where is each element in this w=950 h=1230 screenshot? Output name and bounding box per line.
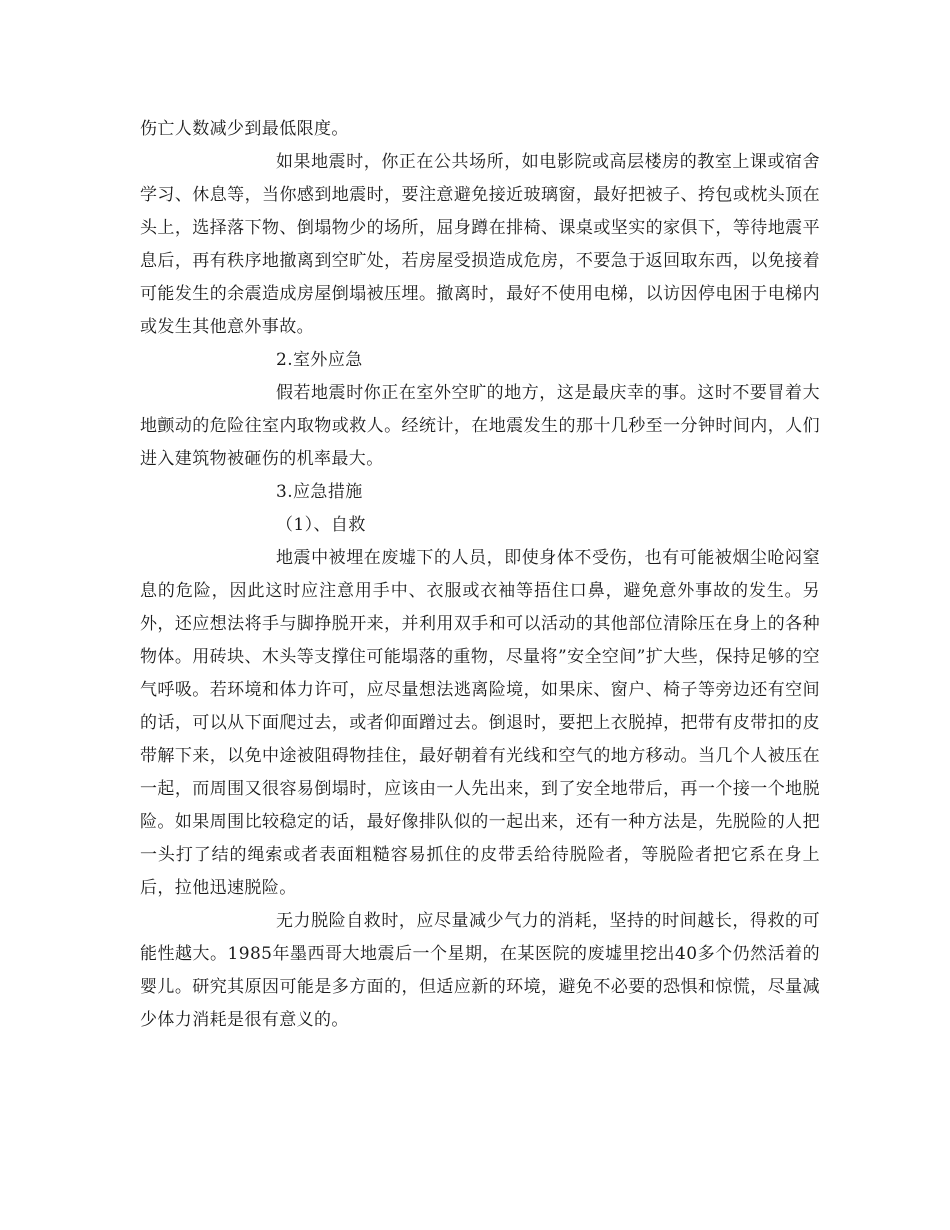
paragraph-conserve-energy: 无力脱险自救时，应尽量减少气力的消耗，坚持的时间越长，得救的可能性越大。1985年墨西哥大地震后一个星期，在某医院的废墟里挖出40多个仍然活着的婴儿。研究其原因可能是多方面的，但适应新的环境，避免不必要的恐惧和惊慌，尽量减少体力消耗是很有意义的。 xyxy=(140,911,820,1030)
section-heading-outdoor: 2.室外应急 xyxy=(276,350,363,370)
section-heading-measures: 3.应急措施 xyxy=(276,482,363,502)
paragraph-continuation: 伤亡人数减少到最低限度。 xyxy=(140,119,349,139)
subsection-heading-self-rescue: （1）、自救 xyxy=(276,515,366,535)
paragraph-public-places: 如果地震时，你正在公共场所，如电影院或高层楼房的教室上课或宿舍学习、休息等，当你感到地震时，要注意避免接近玻璃窗，最好把被子、挎包或枕头顶在头上，选择落下物、倒塌物少的场所，屈身蹲在排椅、课桌或坚实的家俱下，等待地震平息后，再有秩序地撤离到空旷处，若房屋受损造成危房，不要急于返回取东西，以免接着可能发生的余震造成房屋倒塌被压埋。撤离时，最好不使用电梯，以访因停电困于电梯内或发生其他意外事故。 xyxy=(140,152,820,337)
document-body xyxy=(140,113,820,1037)
paragraph-self-rescue: 地震中被埋在废墟下的人员，即使身体不受伤，也有可能被烟尘呛闷窒息的危险，因此这时应注意用手中、衣服或衣袖等捂住口鼻，避免意外事故的发生。另外，还应想法将手与脚挣脱开来，并利用双手和可以活动的其他部位清除压在身上的各种物体。用砖块、木头等支撑住可能塌落的重物，尽量将”安全空间”扩大些，保持足够的空气呼吸。若环境和体力许可，应尽量想法逃离险境，如果床、窗户、椅子等旁边还有空间的话，可以从下面爬过去，或者仰面蹭过去。倒退时，要把上衣脱掉，把带有皮带扣的皮带解下来，以免中途被阻碍物挂住，最好朝着有光线和空气的地方移动。当几个人被压在一起，而周围又很容易倒塌时，应该由一人先出来，到了安全地带后，再一个接一个地脱险。如果周围比较稳定的话，最好像排队似的一起出来，还有一种方法是，先脱险的人把一头打了结的绳索或者表面粗糙容易抓住的皮带丢给待脱险者，等脱险者把它系在身上后，拉他迅速脱险。 xyxy=(140,548,820,898)
paragraph-outdoor: 假若地震时你正在室外空旷的地方，这是最庆幸的事。这时不要冒着大地颤动的危险往室内取物或救人。经统计，在地震发生的那十几秒至一分钟时间内，人们进入建筑物被砸伤的机率最大。 xyxy=(140,383,820,469)
